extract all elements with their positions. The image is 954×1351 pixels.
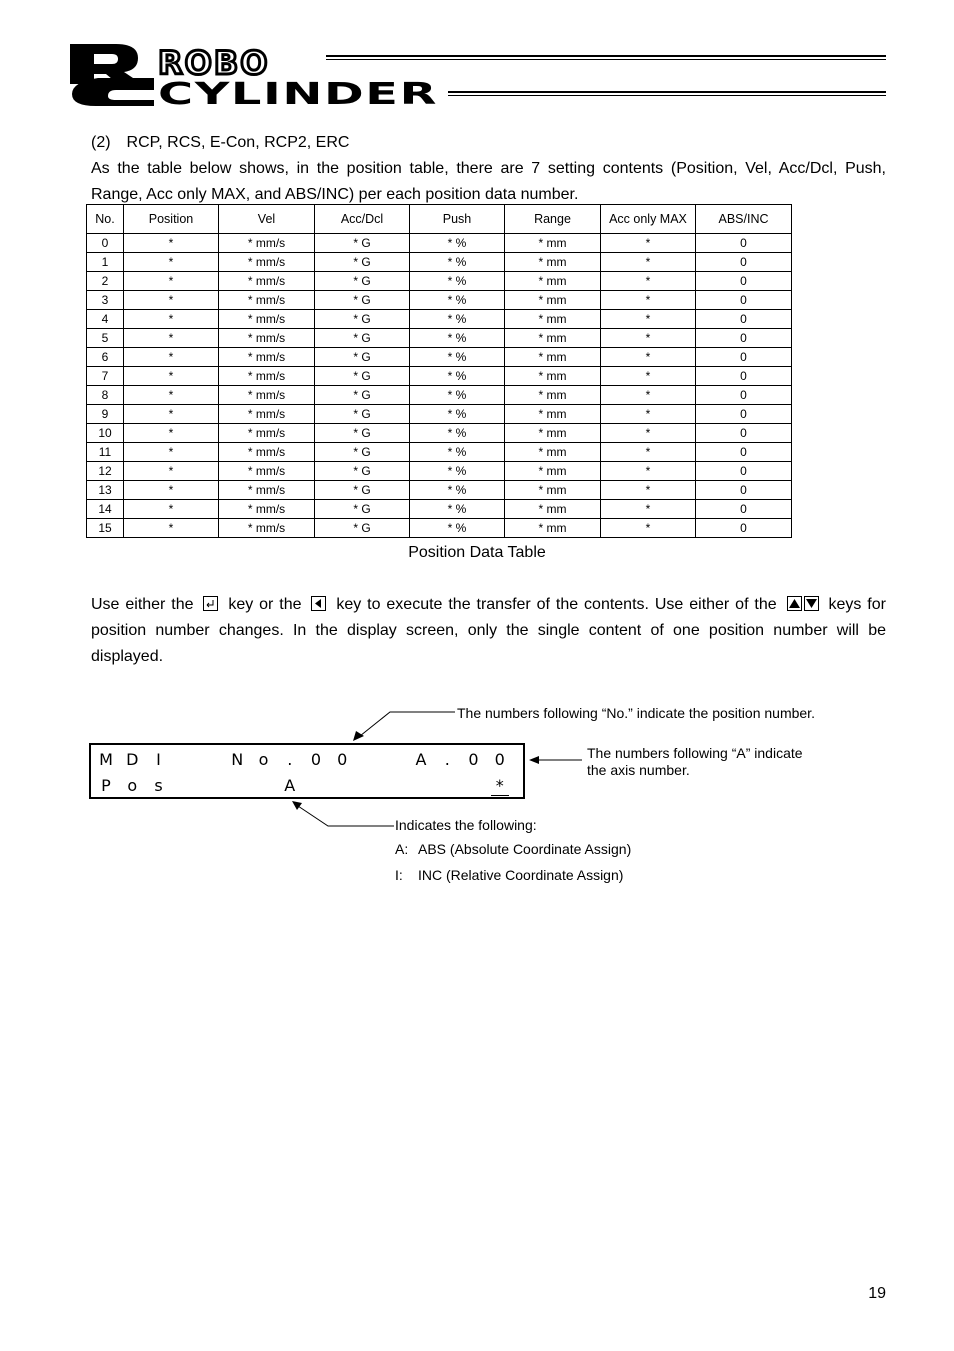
instructions-text-2: key or the: [228, 596, 302, 613]
lcd-character: P: [101, 776, 111, 795]
table-cell: *: [124, 500, 219, 519]
svg-text:ROBO: ROBO: [158, 44, 270, 82]
table-cell: * %: [410, 405, 505, 424]
lcd-row-1: [97, 750, 517, 774]
table-cell: * G: [315, 519, 410, 538]
table-cell: * mm/s: [219, 519, 315, 538]
table-caption: Position Data Table: [408, 544, 546, 561]
table-cell: * mm/s: [219, 329, 315, 348]
table-cell: * mm: [505, 443, 601, 462]
table-cell: * mm/s: [219, 443, 315, 462]
table-cell: 1: [87, 253, 124, 272]
axis-number-note-line1: The numbers following “A” indicate: [587, 745, 803, 761]
table-cell: * %: [410, 234, 505, 253]
table-cell: * mm: [505, 272, 601, 291]
table-cell: *: [601, 367, 696, 386]
table-cell: * G: [315, 481, 410, 500]
table-cell: * mm/s: [219, 386, 315, 405]
table-cell: * %: [410, 443, 505, 462]
lcd-character: 0: [310, 750, 322, 769]
table-cell: *: [601, 348, 696, 367]
table-cell: * mm: [505, 462, 601, 481]
lcd-character: M: [99, 750, 113, 769]
table-cell: *: [124, 348, 219, 367]
table-cell: * G: [315, 234, 410, 253]
table-cell: *: [601, 386, 696, 405]
section-heading: (2) RCP, RCS, E-Con, RCP2, ERC: [91, 134, 350, 151]
lcd-cursor-character: *: [491, 776, 509, 796]
table-cell: 0: [696, 519, 792, 538]
table-cell: * G: [315, 500, 410, 519]
table-cell: * mm/s: [219, 367, 315, 386]
table-cell: * G: [315, 405, 410, 424]
table-cell: *: [601, 500, 696, 519]
table-cell: * mm/s: [219, 462, 315, 481]
table-cell: 0: [696, 424, 792, 443]
table-cell: 3: [87, 291, 124, 310]
table-cell: 0: [696, 253, 792, 272]
table-cell: *: [601, 424, 696, 443]
table-header-cell: Position: [124, 205, 219, 234]
table-cell: * mm: [505, 386, 601, 405]
lcd-character: 0: [468, 750, 479, 769]
table-cell: 0: [696, 348, 792, 367]
table-cell: 0: [696, 481, 792, 500]
lcd-character: o: [127, 776, 138, 795]
table-cell: * mm: [505, 253, 601, 272]
table-cell: 14: [87, 500, 124, 519]
lcd-character: N: [231, 750, 244, 769]
table-cell: 12: [87, 462, 124, 481]
table-cell: * %: [410, 348, 505, 367]
table-cell: * G: [315, 424, 410, 443]
table-cell: 0: [696, 367, 792, 386]
table-cell: *: [124, 310, 219, 329]
table-cell: * mm: [505, 291, 601, 310]
section-intro: As the table below shows, in the position table, there are 7 setting contents (Position, Vel, Acc/Dcl, Push, Range, Acc only MAX, and ABS/INC) per each position data number.: [91, 160, 886, 203]
table-cell: *: [124, 386, 219, 405]
table-cell: *: [601, 519, 696, 538]
table-cell: 0: [696, 405, 792, 424]
table-cell: * %: [410, 500, 505, 519]
table-cell: * mm/s: [219, 405, 315, 424]
table-cell: *: [601, 481, 696, 500]
table-cell: *: [601, 291, 696, 310]
table-cell: * %: [410, 291, 505, 310]
table-cell: 0: [696, 272, 792, 291]
table-cell: * G: [315, 443, 410, 462]
table-cell: * %: [410, 329, 505, 348]
page-number: 19: [868, 1285, 886, 1302]
lcd-display: [89, 743, 525, 799]
table-cell: * mm/s: [219, 348, 315, 367]
table-cell: * mm: [505, 500, 601, 519]
table-cell: * mm: [505, 310, 601, 329]
table-cell: * mm: [505, 348, 601, 367]
table-cell: 4: [87, 310, 124, 329]
table-cell: *: [601, 272, 696, 291]
svg-text:CYLINDER: CYLINDER: [158, 77, 438, 108]
table-cell: * %: [410, 462, 505, 481]
lcd-character: D: [126, 750, 139, 769]
table-cell: *: [601, 462, 696, 481]
table-cell: * mm: [505, 424, 601, 443]
lcd-character: A: [284, 776, 296, 795]
table-cell: * mm/s: [219, 500, 315, 519]
position-number-note: The numbers following “No.” indicate the position number.: [457, 705, 815, 721]
table-cell: 5: [87, 329, 124, 348]
table-cell: * mm/s: [219, 291, 315, 310]
table-cell: * mm: [505, 234, 601, 253]
lcd-character: A: [415, 750, 427, 769]
table-cell: 15: [87, 519, 124, 538]
table-cell: * G: [315, 329, 410, 348]
table-cell: *: [601, 405, 696, 424]
lcd-character: I: [156, 750, 161, 769]
table-cell: * G: [315, 386, 410, 405]
lcd-character: 0: [494, 750, 505, 769]
table-cell: 6: [87, 348, 124, 367]
table-header-cell: ABS/INC: [696, 205, 792, 234]
table-cell: *: [601, 329, 696, 348]
table-cell: * mm/s: [219, 234, 315, 253]
table-cell: * mm/s: [219, 272, 315, 291]
table-cell: *: [124, 234, 219, 253]
table-cell: * %: [410, 424, 505, 443]
instructions-text-1: Use either the: [91, 596, 194, 613]
table-cell: * %: [410, 272, 505, 291]
table-cell: *: [124, 367, 219, 386]
lcd-row-2: [97, 776, 517, 800]
table-cell: 0: [696, 310, 792, 329]
table-cell: *: [124, 329, 219, 348]
table-cell: *: [124, 405, 219, 424]
table-cell: 0: [696, 234, 792, 253]
table-header-cell: Range: [505, 205, 601, 234]
table-cell: * mm: [505, 329, 601, 348]
table-cell: *: [601, 443, 696, 462]
table-cell: * mm/s: [219, 481, 315, 500]
table-cell: *: [124, 291, 219, 310]
table-cell: *: [601, 310, 696, 329]
table-cell: * mm: [505, 481, 601, 500]
table-cell: 7: [87, 367, 124, 386]
inc-text: INC (Relative Coordinate Assign): [418, 867, 624, 883]
table-cell: * G: [315, 253, 410, 272]
table-cell: *: [124, 519, 219, 538]
table-cell: * mm: [505, 405, 601, 424]
lcd-character: .: [287, 750, 293, 769]
table-header-cell: No.: [87, 205, 124, 234]
table-cell: 11: [87, 443, 124, 462]
abs-label: A:: [395, 841, 409, 857]
table-cell: * G: [315, 272, 410, 291]
table-header-cell: Acc/Dcl: [315, 205, 410, 234]
lcd-character: o: [258, 750, 269, 769]
indicates-note: Indicates the following:: [395, 817, 537, 833]
table-cell: *: [124, 481, 219, 500]
table-cell: * %: [410, 253, 505, 272]
lcd-character: 0: [337, 750, 348, 769]
table-cell: * G: [315, 462, 410, 481]
table-cell: * mm: [505, 367, 601, 386]
table-cell: 9: [87, 405, 124, 424]
table-cell: *: [124, 272, 219, 291]
table-cell: * mm/s: [219, 310, 315, 329]
table-cell: *: [124, 462, 219, 481]
table-cell: * %: [410, 367, 505, 386]
table-cell: * mm/s: [219, 253, 315, 272]
table-header-cell: Acc only MAX: [601, 205, 696, 234]
table-cell: * mm: [505, 519, 601, 538]
table-cell: * G: [315, 310, 410, 329]
table-cell: 2: [87, 272, 124, 291]
table-cell: *: [124, 443, 219, 462]
table-cell: *: [124, 424, 219, 443]
table-cell: 0: [696, 443, 792, 462]
table-cell: *: [601, 253, 696, 272]
table-cell: 0: [696, 386, 792, 405]
lcd-character: s: [154, 776, 163, 795]
axis-number-note-line2: the axis number.: [587, 762, 690, 778]
table-cell: * %: [410, 519, 505, 538]
table-cell: 0: [696, 291, 792, 310]
table-cell: *: [124, 253, 219, 272]
table-cell: * %: [410, 310, 505, 329]
table-header-cell: Push: [410, 205, 505, 234]
abs-text: ABS (Absolute Coordinate Assign): [418, 841, 632, 857]
table-cell: * %: [410, 481, 505, 500]
table-cell: 0: [696, 329, 792, 348]
inc-label: I:: [395, 867, 403, 883]
table-cell: * G: [315, 367, 410, 386]
table-cell: 8: [87, 386, 124, 405]
table-cell: * G: [315, 291, 410, 310]
table-cell: 13: [87, 481, 124, 500]
table-cell: 10: [87, 424, 124, 443]
table-cell: 0: [87, 234, 124, 253]
table-cell: * G: [315, 348, 410, 367]
instructions-text-3: key to execute the transfer of the contents. Use either of the: [336, 596, 777, 613]
table-cell: 0: [696, 500, 792, 519]
table-header-cell: Vel: [219, 205, 315, 234]
instructions-text-4: keys for position number changes. In the display screen, only the single content of one position number will be displayed.: [91, 596, 886, 665]
lcd-character: .: [444, 750, 450, 769]
table-cell: * mm/s: [219, 424, 315, 443]
table-cell: *: [601, 234, 696, 253]
table-cell: * %: [410, 386, 505, 405]
table-cell: 0: [696, 462, 792, 481]
